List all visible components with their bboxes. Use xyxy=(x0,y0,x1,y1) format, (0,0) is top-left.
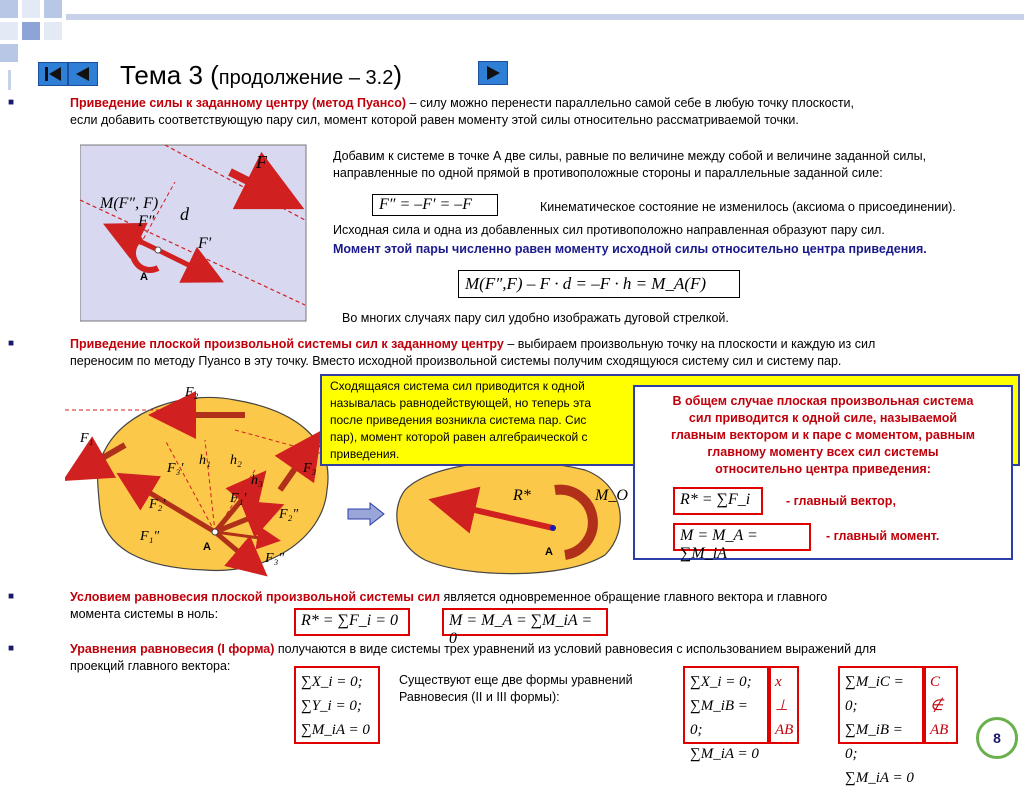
formula-forces: F″ = –F′ = –F xyxy=(372,194,498,216)
section2-text: Приведение плоской произвольной системы сил к заданному центру – выбираем произвольную точку на плоскости и каждую из сил переносим по методу Пуансо в эту точку. Вместо исходной произвольной системы получим сходящуюся систему сил и систему пар. xyxy=(70,337,876,368)
next-icon xyxy=(479,62,507,84)
main-moment-label: - главный момент. xyxy=(826,529,940,543)
moment-text: Момент этой пары численно равен моменту исходной силы относительно центра приведения. xyxy=(333,242,927,256)
bullet: ■ xyxy=(8,591,15,602)
deco-square xyxy=(0,44,18,62)
first-icon xyxy=(39,63,67,85)
bullet: ■ xyxy=(8,643,15,654)
page-title: Тема 3 (продолжение – 3.2) xyxy=(120,60,403,90)
svg-text:M(F″, F): M(F″, F) xyxy=(100,195,159,212)
svg-text:F₁″: F₁″ xyxy=(140,529,160,544)
svg-text:F₃′: F₃′ xyxy=(167,461,184,476)
left-rule xyxy=(8,70,11,90)
prev-slide-button[interactable] xyxy=(68,62,98,86)
next-slide-button[interactable] xyxy=(478,61,508,85)
main-vector-box: В общем случае плоская произвольная система сил приводится к одной силе, называемой главным вектором и к паре с моментом, равным главному моменту всех сил системы относительно центра приведения: xyxy=(633,385,1013,560)
section4-text: Уравнения равновесия (I форма) получаются в виде системы трех уравнений из условий равновесия с использованием выражений для проекций главного вектора: xyxy=(70,642,876,673)
forms-note: Существуют еще две формы уравнений Равновесия (II и III формы): xyxy=(399,673,633,704)
svg-text:h₃: h₃ xyxy=(251,473,263,488)
svg-text:F″: F″ xyxy=(138,213,155,230)
svg-text:F₃: F₃ xyxy=(303,461,317,476)
svg-text:R*: R* xyxy=(513,487,531,504)
svg-text:h₂: h₂ xyxy=(230,453,242,468)
transition-arrow xyxy=(346,502,386,526)
prev-icon xyxy=(69,63,97,85)
equations-form3: ∑M_iC = 0; ∑M_iB = 0; ∑M_iA = 0 xyxy=(838,666,924,744)
addition-text: Добавим к системе в точке А две силы, равные по величине между собой и величине заданной силы, направленные по одной прямой в противоположные стороны и параллельные заданной силе: xyxy=(333,149,927,180)
svg-text:A: A xyxy=(545,546,553,558)
converging-system-note: Сходящаяся система сил приводится к одной называлась равнодействующей, но теперь эта после приведения возникла система пар. Сис пар), момент которой равен алгебраической с приведения. xyxy=(320,374,1020,466)
svg-text:F₃″: F₃″ xyxy=(265,551,285,566)
svg-text:M_O: M_O xyxy=(595,487,628,504)
main-vector-label: - главный вектор, xyxy=(786,494,896,508)
svg-text:F₂″: F₂″ xyxy=(279,507,299,522)
svg-text:F₁: F₁ xyxy=(80,431,94,446)
section3-text: Условием равновесия плоской произвольной системы сил является одновременное обращение главного вектора и главного момента системы в ноль: xyxy=(70,590,828,621)
main-vector-formula: R* = ∑F_i xyxy=(673,487,763,515)
deco-square xyxy=(22,0,40,18)
svg-text:A: A xyxy=(203,541,211,553)
svg-text:d: d xyxy=(180,204,189,224)
poinsot-figure xyxy=(80,140,310,325)
equations-form3-side: C ∉ AB xyxy=(924,666,958,744)
svg-text:F₂′: F₂′ xyxy=(149,497,166,512)
deco-square xyxy=(22,22,40,40)
formula-moment: M(F″,F) – F · d = –F · h = M_A(F) xyxy=(458,270,740,298)
svg-text:F: F xyxy=(256,152,267,172)
deco-square xyxy=(0,0,18,18)
deco-square xyxy=(44,22,62,40)
pair-text: Исходная сила и одна из добавленных сил противоположно направленная образуют пару сил. xyxy=(333,223,885,237)
equations-form1: ∑X_i = 0; ∑Y_i = 0; ∑M_iA = 0 xyxy=(294,666,380,744)
equilibrium-vector-formula: R* = ∑F_i = 0 xyxy=(294,608,410,636)
equations-form2: ∑X_i = 0; ∑M_iB = 0; ∑M_iA = 0 xyxy=(683,666,769,744)
deco-square xyxy=(44,0,62,18)
section1-text: Приведение силы к заданному центру (метод Пуансо) – силу можно перенести параллельно самой себе в любую точку плоскости, если добавить соответствующую пару сил, момент которой равен моменту этой силы относительно рассматриваемой точки. xyxy=(70,96,855,127)
svg-text:F₂: F₂ xyxy=(185,385,199,400)
svg-text:h₁: h₁ xyxy=(199,453,211,468)
bullet: ■ xyxy=(8,338,15,349)
first-slide-button[interactable] xyxy=(38,62,68,86)
svg-text:F′: F′ xyxy=(198,235,212,252)
svg-text:F₁′: F₁′ xyxy=(230,491,247,506)
main-moment-formula: M = M_A = ∑M_iA xyxy=(673,523,811,551)
reduced-system-figure xyxy=(385,450,635,580)
arc-text: Во многих случаях пару сил удобно изображать дуговой стрелкой. xyxy=(342,311,729,325)
svg-text:A: A xyxy=(140,271,148,283)
kinematic-text: Кинематическое состояние не изменилось (аксиома о присоединении). xyxy=(540,200,956,214)
top-rule xyxy=(66,14,1024,20)
deco-square xyxy=(0,22,18,40)
bullet: ■ xyxy=(8,97,15,108)
equilibrium-moment-formula: M = M_A = ∑M_iA = 0 xyxy=(442,608,608,636)
page-number: 8 xyxy=(976,717,1018,759)
equations-form2-side: x ⊥ AB xyxy=(769,666,799,744)
